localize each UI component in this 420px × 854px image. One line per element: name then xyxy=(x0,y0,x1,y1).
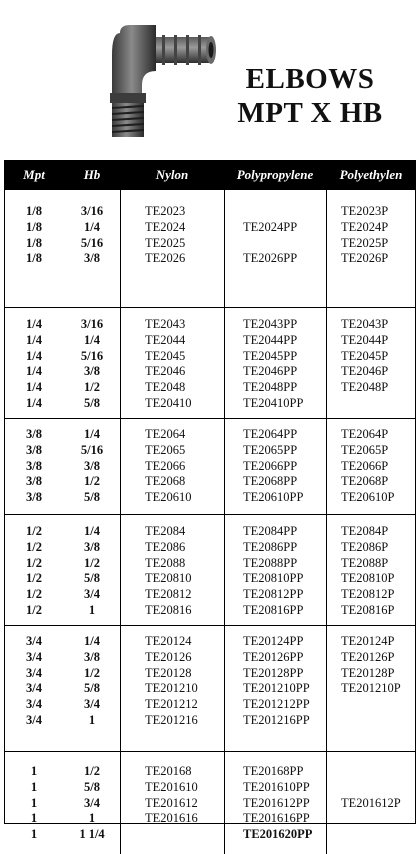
hb-size: 1/4 xyxy=(84,332,100,347)
mpt-size: 3/8 xyxy=(26,474,42,489)
polyethylene-cell xyxy=(326,626,416,751)
polypropylene-part-number: TE20410PP xyxy=(243,395,304,410)
hb-column xyxy=(64,634,120,751)
hb-column xyxy=(64,204,120,307)
polypropylene-part-number: TE20816PP xyxy=(243,602,304,617)
hb-size: 1 1/4 xyxy=(79,827,105,842)
nylon-part-number: TE2068 xyxy=(145,474,186,489)
size-cell xyxy=(4,308,120,418)
mpt-size: 3/8 xyxy=(26,427,42,441)
nylon-part-number: TE201616 xyxy=(145,811,198,826)
nylon-part-number: TE20812 xyxy=(145,587,192,602)
polyethylene-part-number: TE2046P xyxy=(341,364,389,379)
polyethylene-part-number: TE2065P xyxy=(341,442,389,457)
hb-size: 1 xyxy=(88,712,96,727)
polyethylene-part-number: TE2024P xyxy=(341,219,389,234)
polypropylene-part-number: TE2043PP xyxy=(243,317,298,331)
hb-column xyxy=(64,764,120,854)
polypropylene-part-number: TE201610PP xyxy=(243,779,310,794)
polypropylene-part-number: TE20812PP xyxy=(243,587,304,602)
mpt-size: 1/2 xyxy=(26,587,42,602)
nylon-part-number: TE2044 xyxy=(145,332,186,347)
table-row-group xyxy=(4,515,416,626)
hb-size: 5/8 xyxy=(84,571,100,586)
hb-size: 1 xyxy=(88,602,96,617)
polyethylene-cell xyxy=(326,515,416,625)
table-row-group xyxy=(4,308,416,419)
polypropylene-cell xyxy=(224,752,326,854)
header xyxy=(0,0,420,160)
polyethylene-part-number: TE2084P xyxy=(341,524,389,538)
mpt-size: 1 xyxy=(30,764,38,778)
title-line-2: MPT X HB xyxy=(237,97,383,129)
header-nylon: Nylon xyxy=(155,167,189,182)
title-line-1: ELBOWS xyxy=(245,63,375,95)
mpt-column xyxy=(4,634,64,751)
mpt-size: 1 xyxy=(30,795,38,810)
hb-size: 1/2 xyxy=(84,555,100,570)
hb-size: 3/4 xyxy=(84,795,100,810)
polyethylene-part-number: TE2025P xyxy=(341,235,389,250)
polypropylene-cell xyxy=(224,626,326,751)
polypropylene-part-number: TE2048PP xyxy=(243,380,298,395)
polypropylene-part-number: TE2024PP xyxy=(243,219,298,234)
nylon-part-number: TE2023 xyxy=(145,204,186,218)
nylon-part-number: TE201216 xyxy=(145,712,198,727)
mpt-size: 1/2 xyxy=(26,539,42,554)
mpt-size: 1/4 xyxy=(26,317,42,331)
mpt-size: 1 xyxy=(30,827,38,842)
polypropylene-cell xyxy=(224,190,326,307)
nylon-part-number: TE2024 xyxy=(145,219,186,234)
polyethylene-part-number: TE20816P xyxy=(341,602,395,617)
nylon-part-number: TE2086 xyxy=(145,539,186,554)
nylon-part-number: TE201210 xyxy=(145,681,198,696)
polypropylene-part-number: TE201616PP xyxy=(243,811,310,826)
table-row-group xyxy=(4,752,416,854)
mpt-size: 1/4 xyxy=(26,395,42,410)
mpt-column xyxy=(4,317,64,418)
hb-size: 3/8 xyxy=(84,649,100,664)
hb-size: 5/16 xyxy=(80,235,104,250)
polyethylene-part-number: TE20128P xyxy=(341,665,395,680)
hb-size: 3/4 xyxy=(84,697,100,712)
nylon-part-number: TE2066 xyxy=(145,458,186,473)
nylon-part-number: TE2043 xyxy=(145,317,186,331)
nylon-part-number: TE20810 xyxy=(145,571,192,586)
nylon-part-number: TE20128 xyxy=(145,665,192,680)
mpt-size: 1/8 xyxy=(26,235,42,250)
polypropylene-part-number: TE2066PP xyxy=(243,458,298,473)
mpt-column xyxy=(4,524,64,625)
polypropylene-part-number: TE2068PP xyxy=(243,474,298,489)
hb-size: 1/4 xyxy=(84,524,100,538)
nylon-part-number: TE20126 xyxy=(145,649,192,664)
nylon-part-number: TE2084 xyxy=(145,524,186,538)
polypropylene-part-number: TE201210PP xyxy=(243,681,310,696)
nylon-part-number: TE2064 xyxy=(145,427,186,441)
mpt-column xyxy=(4,427,64,514)
mpt-size: 3/4 xyxy=(26,697,42,712)
size-cell xyxy=(4,752,120,854)
polyethylene-part-number: TE201612P xyxy=(341,795,401,810)
nylon-part-number: TE20410 xyxy=(145,395,192,410)
table-row-group xyxy=(4,190,416,308)
polyethylene-cell xyxy=(326,752,416,854)
hb-size: 5/16 xyxy=(80,442,104,457)
mpt-size: 1/2 xyxy=(26,555,42,570)
mpt-size: 3/4 xyxy=(26,712,42,727)
hb-size: 1/2 xyxy=(84,474,100,489)
nylon-cell xyxy=(120,515,224,625)
polypropylene-part-number: TE201216PP xyxy=(243,712,310,727)
nylon-part-number: TE2026 xyxy=(145,251,186,266)
polyethylene-part-number xyxy=(327,396,416,412)
nylon-part-number: TE201212 xyxy=(145,697,198,712)
polypropylene-part-number: TE2044PP xyxy=(243,332,298,347)
mpt-size: 1/4 xyxy=(26,332,42,347)
size-cell xyxy=(4,515,120,625)
nylon-cell xyxy=(120,190,224,307)
mpt-size: 1/4 xyxy=(26,364,42,379)
hb-size: 5/8 xyxy=(84,395,100,410)
nylon-part-number: TE20168 xyxy=(145,764,192,778)
mpt-size: 1/4 xyxy=(26,348,42,363)
polyethylene-part-number xyxy=(327,697,416,713)
table-row-group xyxy=(4,626,416,752)
nylon-part-number: TE2065 xyxy=(145,442,186,457)
nylon-cell xyxy=(120,626,224,751)
nylon-part-number: TE2046 xyxy=(145,364,186,379)
polypropylene-cell xyxy=(224,515,326,625)
size-cell xyxy=(4,626,120,751)
polypropylene-cell xyxy=(224,308,326,418)
polypropylene-part-number: TE20124PP xyxy=(243,634,304,648)
polyethylene-cell xyxy=(326,308,416,418)
mpt-column xyxy=(4,764,64,854)
polypropylene-part-number: TE2045PP xyxy=(243,348,298,363)
nylon-cell xyxy=(120,752,224,854)
nylon-part-number: TE20610 xyxy=(145,490,192,505)
polypropylene-cell xyxy=(224,419,326,514)
polyethylene-part-number: TE201210P xyxy=(341,681,401,696)
hb-size: 3/8 xyxy=(84,458,100,473)
hb-size: 3/8 xyxy=(84,539,100,554)
hb-size: 3/4 xyxy=(84,587,100,602)
polypropylene-part-number xyxy=(225,204,326,220)
page-title xyxy=(210,62,410,130)
hb-size: 3/8 xyxy=(84,364,100,379)
polypropylene-part-number: TE2046PP xyxy=(243,364,298,379)
polyethylene-part-number: TE2064P xyxy=(341,427,389,441)
elbow-fitting-image xyxy=(90,15,230,145)
hb-size: 1/4 xyxy=(84,219,100,234)
hb-size: 5/16 xyxy=(80,348,104,363)
polypropylene-part-number: TE2088PP xyxy=(243,555,298,570)
nylon-cell xyxy=(120,419,224,514)
polyethylene-part-number xyxy=(327,764,416,780)
header-polypropylene: Polypropylene xyxy=(236,167,314,182)
nylon-part-number: TE20816 xyxy=(145,602,192,617)
mpt-size: 1/2 xyxy=(26,524,42,538)
mpt-size: 3/4 xyxy=(26,665,42,680)
hb-column xyxy=(64,317,120,418)
nylon-part-number: TE201610 xyxy=(145,779,198,794)
polyethylene-part-number: TE20810P xyxy=(341,571,395,586)
polyethylene-part-number: TE20126P xyxy=(341,649,395,664)
hb-size: 1/2 xyxy=(84,764,100,778)
polypropylene-part-number: TE201620PP xyxy=(243,827,313,842)
mpt-size: 1 xyxy=(30,779,38,794)
polypropylene-part-number: TE201612PP xyxy=(243,795,310,810)
polypropylene-part-number: TE20810PP xyxy=(243,571,304,586)
mpt-column xyxy=(4,204,64,307)
polyethylene-part-number: TE2044P xyxy=(341,332,389,347)
hb-size: 3/8 xyxy=(84,251,100,266)
hb-size: 1/4 xyxy=(84,427,100,441)
mpt-size: 3/4 xyxy=(26,634,42,648)
polyethylene-part-number: TE2023P xyxy=(341,204,389,218)
polyethylene-part-number: TE20124P xyxy=(341,634,395,648)
mpt-size: 3/4 xyxy=(26,681,42,696)
polypropylene-part-number: TE20168PP xyxy=(243,764,304,778)
polyethylene-part-number: TE20812P xyxy=(341,587,395,602)
nylon-part-number: TE2048 xyxy=(145,380,186,395)
polypropylene-part-number: TE2086PP xyxy=(243,539,298,554)
polyethylene-cell xyxy=(326,190,416,307)
polyethylene-part-number: TE2043P xyxy=(341,317,389,331)
mpt-size: 1 xyxy=(30,811,38,826)
size-cell xyxy=(4,190,120,307)
nylon-part-number: TE2045 xyxy=(145,348,186,363)
polyethylene-part-number: TE2066P xyxy=(341,458,389,473)
polypropylene-part-number: TE20610PP xyxy=(243,490,304,505)
hb-size: 1/4 xyxy=(84,634,100,648)
polypropylene-part-number: TE201212PP xyxy=(243,697,310,712)
mpt-size: 1/2 xyxy=(26,602,42,617)
polyethylene-part-number: TE2086P xyxy=(341,539,389,554)
polypropylene-part-number: TE2026PP xyxy=(243,251,298,266)
polyethylene-part-number: TE2026P xyxy=(341,251,389,266)
nylon-cell xyxy=(120,308,224,418)
hb-size: 3/16 xyxy=(80,317,104,331)
mpt-size: 1/2 xyxy=(26,571,42,586)
polyethylene-cell xyxy=(326,419,416,514)
hb-size: 1/2 xyxy=(84,380,100,395)
polyethylene-part-number xyxy=(327,713,416,729)
hb-size: 5/8 xyxy=(84,779,100,794)
polyethylene-part-number xyxy=(327,811,416,827)
polypropylene-part-number: TE20128PP xyxy=(243,665,304,680)
nylon-part-number: TE20124 xyxy=(145,634,192,648)
size-cell xyxy=(4,419,120,514)
polyethylene-part-number: TE2045P xyxy=(341,348,389,363)
hb-size: 5/8 xyxy=(84,490,100,505)
header-polyethylene: Polyethylen xyxy=(339,167,403,182)
polypropylene-part-number: TE20126PP xyxy=(243,649,304,664)
polypropylene-part-number: TE2084PP xyxy=(243,524,298,538)
polyethylene-part-number xyxy=(327,780,416,796)
hb-size: 5/8 xyxy=(84,681,100,696)
polyethylene-part-number: TE2068P xyxy=(341,474,389,489)
mpt-size: 1/4 xyxy=(26,380,42,395)
polyethylene-part-number: TE2088P xyxy=(341,555,389,570)
mpt-size: 3/8 xyxy=(26,442,42,457)
nylon-part-number: TE2025 xyxy=(145,235,186,250)
table-body xyxy=(4,190,416,854)
mpt-size: 3/4 xyxy=(26,649,42,664)
polyethylene-part-number: TE2048P xyxy=(341,380,389,395)
mpt-size: 3/8 xyxy=(26,490,42,505)
mpt-size: 3/8 xyxy=(26,458,42,473)
polypropylene-part-number: TE2065PP xyxy=(243,442,298,457)
table-header xyxy=(4,160,416,190)
header-hb: Hb xyxy=(83,167,101,182)
header-mpt: Mpt xyxy=(23,167,45,182)
hb-size: 1 xyxy=(88,811,96,826)
mpt-size: 1/8 xyxy=(26,251,42,266)
polypropylene-part-number xyxy=(225,236,326,252)
nylon-part-number: TE2088 xyxy=(145,555,186,570)
mpt-size: 1/8 xyxy=(26,219,42,234)
table-row-group xyxy=(4,419,416,515)
polypropylene-part-number: TE2064PP xyxy=(243,427,298,441)
product-table xyxy=(4,160,416,842)
nylon-part-number: TE201612 xyxy=(145,795,198,810)
hb-column xyxy=(64,524,120,625)
hb-size: 1/2 xyxy=(84,665,100,680)
hb-size: 3/16 xyxy=(80,204,104,218)
mpt-size: 1/8 xyxy=(26,204,42,218)
polyethylene-part-number: TE20610P xyxy=(341,490,395,505)
hb-column xyxy=(64,427,120,514)
